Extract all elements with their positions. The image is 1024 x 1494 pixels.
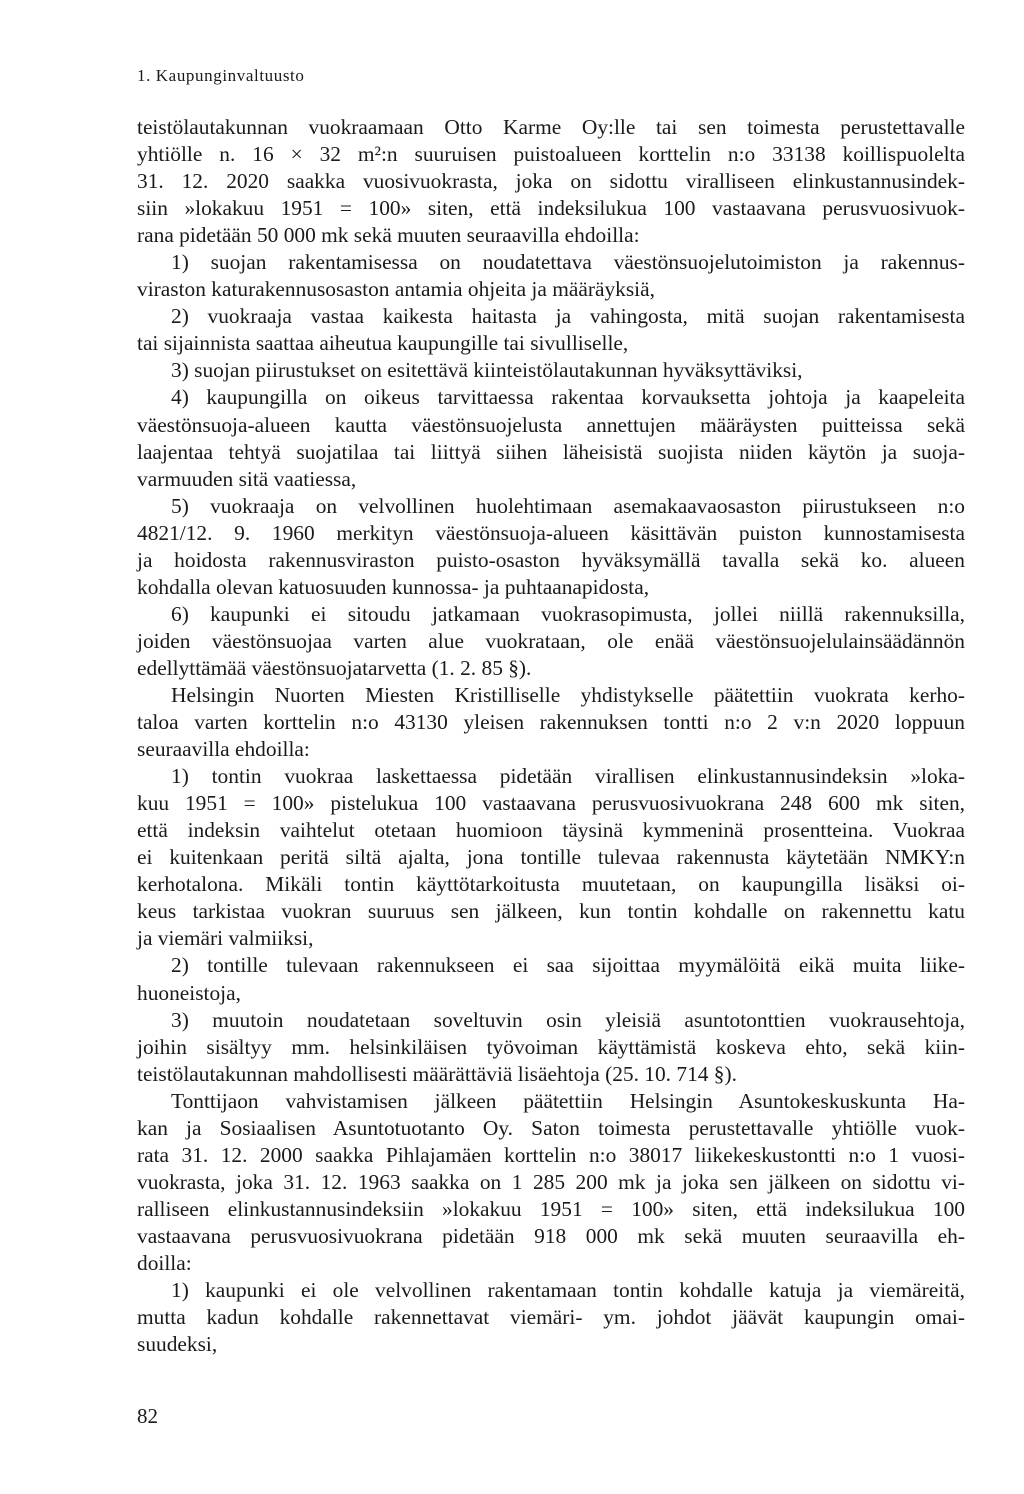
text-line: huoneistoja, [137, 980, 241, 1005]
text-line: ralliseen elinkustannusindeksiin »lokakuu 1951 = 100» siten, että indeksilukua 100 [137, 1196, 965, 1221]
text-line: kuu 1951 = 100» pistelukua 100 vastaavana perusvuosivuokrana 248 600 mk siten, [137, 791, 965, 816]
text-line: 4) kaupungilla on oikeus tarvittaessa rakentaa korvauksetta johtoja ja kaapeleita [171, 385, 965, 410]
text-line: seuraavilla ehdoilla: [137, 737, 310, 762]
text-line: ja viemäri valmiiksi, [137, 926, 314, 951]
text-line: 31. 12. 2020 saakka vuosivuokrasta, joka on sidottu viralliseen elinkustannusindek- [137, 169, 965, 194]
text-line: 1) tontin vuokraa laskettaessa pidetään virallisen elinkustannusindeksin »loka- [171, 764, 965, 789]
text-line: 3) muutoin noudatetaan soveltuvin osin yleisiä asuntotonttien vuokrausehtoja, [171, 1007, 965, 1032]
text-line: siin »lokakuu 1951 = 100» siten, että indeksilukua 100 vastaavana perusvuosivuok- [137, 196, 965, 221]
text-line: 2) vuokraaja vastaa kaikesta haitasta ja vahingosta, mitä suojan rakentamisesta [171, 304, 965, 329]
text-line: laajentaa tehtyä suojatilaa tai liittyä siihen läheisistä suojista niiden käytön ja suoja- [137, 439, 965, 464]
text-line: väestönsuoja-alueen kautta väestönsuojelusta annettujen määräysten puitteissa sekä [137, 412, 965, 437]
text-line: että indeksin vaihtelut otetaan huomioon täysinä kymmeninä prosentteina. Vuokraa [137, 818, 965, 843]
text-line: yhtiölle n. 16 × 32 m²:n suuruisen puistoalueen korttelin n:o 33138 koillispuolelta [137, 142, 965, 167]
text-line: kohdalla olevan katuosuuden kunnossa- ja puhtaanapidosta, [137, 574, 650, 599]
text-line: kerhotalona. Mikäli tontin käyttötarkoitusta muutetaan, on kaupungilla lisäksi oi- [137, 872, 965, 897]
running-header: 1. Kaupunginvaltuusto [137, 66, 305, 85]
text-line: taloa varten korttelin n:o 43130 yleisen rakennuksen tontti n:o 2 v:n 2020 loppuun [137, 710, 965, 735]
text-line: rata 31. 12. 2000 saakka Pihlajamäen korttelin n:o 38017 liikekeskustontti n:o 1 vuosi- [137, 1142, 965, 1167]
text-line: edellyttämää väestönsuojatarvetta (1. 2. 85 §). [137, 655, 532, 680]
text-line: vastaavana perusvuosivuokrana pidetään 918 000 mk sekä muuten seuraavilla eh- [137, 1223, 965, 1248]
text-line: tai sijainnista saattaa aiheutua kaupungille tai sivulliselle, [137, 331, 629, 356]
page-number: 82 [137, 1404, 158, 1428]
text-line: doilla: [137, 1250, 192, 1275]
text-line: joiden väestönsuojaa varten alue vuokrataan, ole enää väestönsuojelulainsäädännön [137, 628, 965, 653]
text-line: teistölautakunnan mahdollisesti määrättäviä lisäehtoja (25. 10. 714 §). [137, 1061, 737, 1086]
text-line: joihin sisältyy mm. helsinkiläisen työvoiman käyttämistä koskeva ehto, sekä kiin- [137, 1034, 965, 1059]
text-line: Tonttijaon vahvistamisen jälkeen päätettiin Helsingin Asuntokeskuskunta Ha- [171, 1088, 965, 1113]
text-line: 3) suojan piirustukset on esitettävä kiinteistölautakunnan hyväksyttäviksi, [171, 358, 803, 383]
text-line: mutta kadun kohdalle rakennettavat viemäri- ym. johdot jäävät kaupungin omai- [137, 1305, 965, 1330]
text-line: 6) kaupunki ei sitoudu jatkamaan vuokrasopimusta, jollei niillä rakennuksilla, [171, 601, 965, 626]
text-line: suudeksi, [137, 1332, 218, 1357]
text-line: 2) tontille tulevaan rakennukseen ei saa sijoittaa myymälöitä eikä muita liike- [171, 953, 965, 978]
text-line: teistölautakunnan vuokraamaan Otto Karme Oy:lle tai sen toimesta perustettavalle [137, 115, 965, 139]
text-line: 1) suojan rakentamisessa on noudatettava väestönsuojelutoimiston ja rakennus- [171, 250, 965, 275]
text-line: varmuuden sitä vaatiessa, [137, 466, 357, 491]
text-line: ja hoidosta rakennusviraston puisto-osaston hyväksymällä tavalla sekä ko. alueen [137, 547, 965, 572]
text-line: 5) vuokraaja on velvollinen huolehtimaan asemakaavaosaston piirustukseen n:o [171, 493, 965, 518]
text-line: ei kuitenkaan peritä siltä ajalta, jona tontille tulevaa rakennusta käytetään NMKY:n [137, 845, 965, 870]
text-line: 4821/12. 9. 1960 merkityn väestönsuoja-alueen käsittävän puiston kunnostamisesta [137, 520, 965, 545]
text-line: vuokrasta, joka 31. 12. 1963 saakka on 1 285 200 mk ja joka sen jälkeen on sidottu vi- [137, 1169, 965, 1194]
text-line: Helsingin Nuorten Miesten Kristilliselle yhdistykselle päätettiin vuokrata kerho- [171, 682, 965, 707]
body-text [137, 114, 965, 1358]
text-line: viraston katurakennusosaston antamia ohjeita ja määräyksiä, [137, 277, 655, 302]
text-line: rana pidetään 50 000 mk sekä muuten seuraavilla ehdoilla: [137, 223, 640, 248]
text-line: keus tarkistaa vuokran suuruus sen jälkeen, kun tontin kohdalle on rakennettu katu [137, 899, 965, 924]
text-line: 1) kaupunki ei ole velvollinen rakentamaan tontin kohdalle katuja ja viemäreitä, [171, 1278, 965, 1303]
text-line: kan ja Sosiaalisen Asuntotuotanto Oy. Saton toimesta perustettavalle yhtiölle vuok- [137, 1115, 965, 1140]
